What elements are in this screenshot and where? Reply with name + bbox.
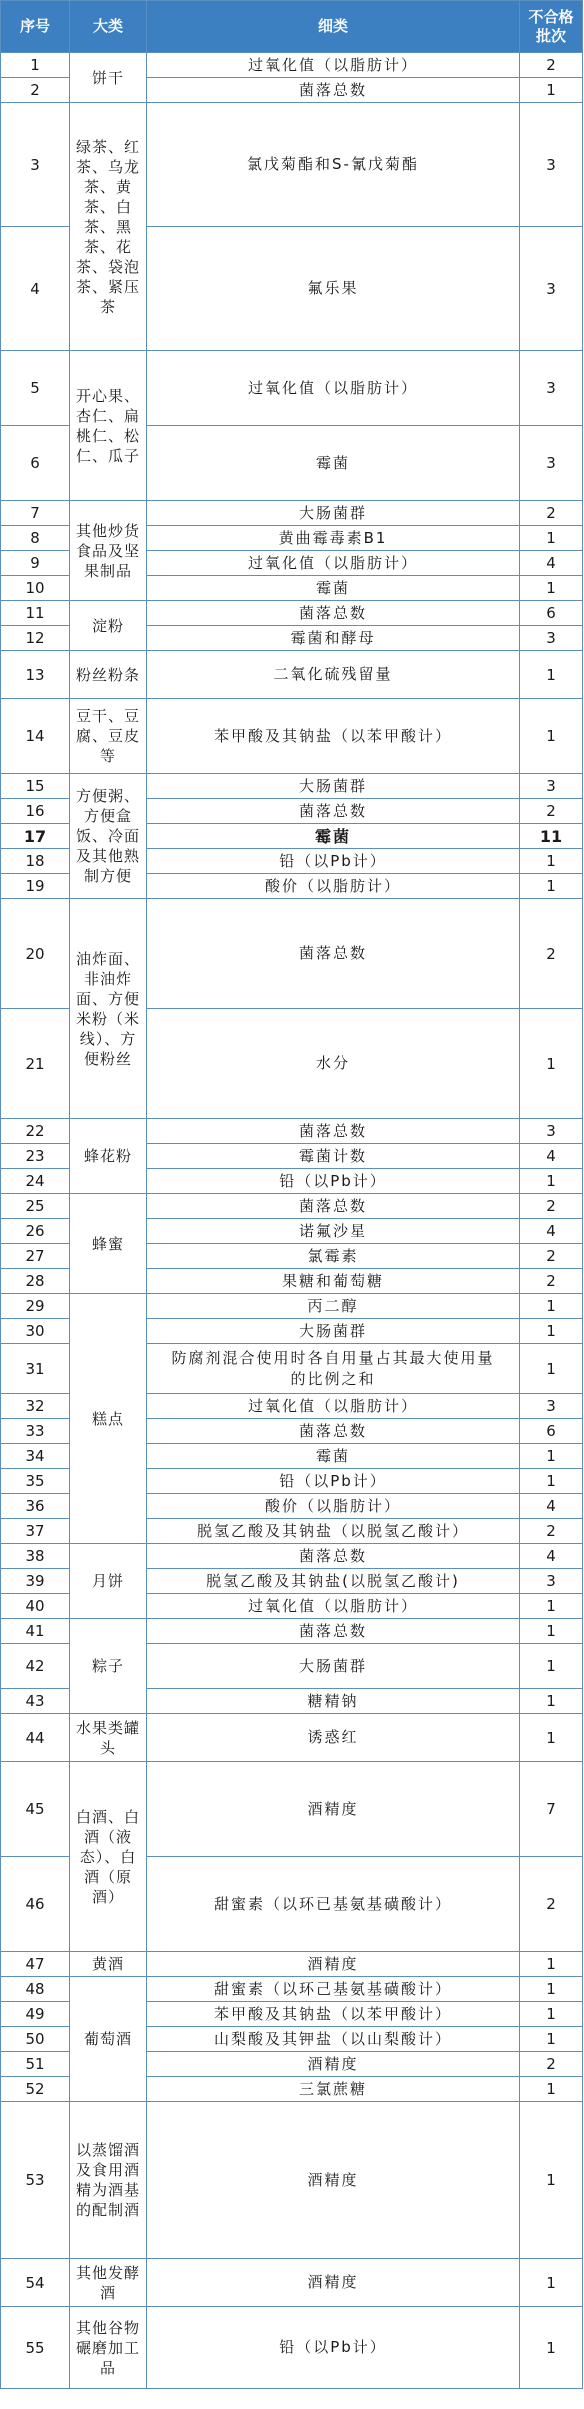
cell-category: 白酒、白酒（液态）、白酒（原酒） — [70, 1762, 147, 1952]
table-row — [1, 2259, 583, 2307]
cell-subcategory: 水分 — [147, 1009, 520, 1119]
cell-failed: 1 — [520, 699, 583, 774]
cell-subcategory: 防腐剂混合使用时各自用量占其最大使用量的比例之和 — [147, 1344, 520, 1394]
cell-subcategory: 三氯蔗糖 — [147, 2077, 520, 2102]
cell-failed: 4 — [520, 1494, 583, 1519]
cell-failed: 2 — [520, 1269, 583, 1294]
cell-seq: 26 — [1, 1219, 70, 1244]
cell-failed: 1 — [520, 1344, 583, 1394]
cell-seq: 31 — [1, 1344, 70, 1394]
cell-failed: 3 — [520, 227, 583, 351]
cell-subcategory: 酒精度 — [147, 1762, 520, 1857]
cell-subcategory: 菌落总数 — [147, 899, 520, 1009]
cell-seq: 32 — [1, 1394, 70, 1419]
cell-failed: 2 — [520, 1857, 583, 1952]
cell-subcategory: 菌落总数 — [147, 78, 520, 103]
cell-seq: 21 — [1, 1009, 70, 1119]
cell-seq: 22 — [1, 1119, 70, 1144]
cell-seq: 15 — [1, 774, 70, 799]
header-failed-batches: 不合格批次 — [520, 1, 583, 53]
cell-failed: 1 — [520, 1444, 583, 1469]
header-seq: 序号 — [1, 1, 70, 53]
cell-failed: 2 — [520, 1244, 583, 1269]
cell-failed: 2 — [520, 53, 583, 78]
cell-subcategory: 过氧化值（以脂肪计） — [147, 551, 520, 576]
cell-subcategory: 酒精度 — [147, 2102, 520, 2259]
cell-failed: 6 — [520, 1419, 583, 1444]
cell-failed: 1 — [520, 1169, 583, 1194]
cell-subcategory: 霉菌计数 — [147, 1144, 520, 1169]
cell-subcategory: 过氧化值（以脂肪计） — [147, 1394, 520, 1419]
cell-failed: 1 — [520, 2259, 583, 2307]
cell-category: 粉丝粉条 — [70, 651, 147, 699]
cell-failed: 1 — [520, 1689, 583, 1714]
cell-subcategory: 诺氟沙星 — [147, 1219, 520, 1244]
cell-category: 蜂蜜 — [70, 1194, 147, 1294]
cell-category: 黄酒 — [70, 1952, 147, 1977]
cell-failed: 4 — [520, 1544, 583, 1569]
table-row — [1, 2307, 583, 2389]
cell-seq: 12 — [1, 626, 70, 651]
cell-subcategory: 脱氢乙酸及其钠盐（以脱氢乙酸计） — [147, 1519, 520, 1544]
cell-failed: 1 — [520, 1009, 583, 1119]
cell-failed: 1 — [520, 651, 583, 699]
cell-seq: 27 — [1, 1244, 70, 1269]
cell-seq: 54 — [1, 2259, 70, 2307]
cell-subcategory: 菌落总数 — [147, 1419, 520, 1444]
cell-failed: 1 — [520, 1952, 583, 1977]
cell-failed: 1 — [520, 849, 583, 874]
table-row — [1, 1762, 583, 1857]
cell-failed: 2 — [520, 1194, 583, 1219]
cell-failed: 1 — [520, 1714, 583, 1762]
cell-category: 其他谷物碾磨加工品 — [70, 2307, 147, 2389]
table-row — [1, 1977, 583, 2002]
cell-subcategory: 铅（以Pb计） — [147, 849, 520, 874]
cell-seq: 28 — [1, 1269, 70, 1294]
cell-failed: 1 — [520, 2102, 583, 2259]
cell-failed: 11 — [520, 824, 583, 849]
table-row — [1, 53, 583, 78]
cell-failed: 1 — [520, 78, 583, 103]
cell-subcategory: 氯霉素 — [147, 1244, 520, 1269]
cell-subcategory: 氯戊菊酯和S-氰戊菊酯 — [147, 103, 520, 227]
cell-seq: 50 — [1, 2027, 70, 2052]
cell-subcategory: 过氧化值（以脂肪计） — [147, 53, 520, 78]
cell-seq: 39 — [1, 1569, 70, 1594]
cell-seq: 20 — [1, 899, 70, 1009]
header-category: 大类 — [70, 1, 147, 53]
cell-seq: 48 — [1, 1977, 70, 2002]
cell-seq: 6 — [1, 426, 70, 501]
cell-seq: 51 — [1, 2052, 70, 2077]
cell-seq: 9 — [1, 551, 70, 576]
cell-category: 淀粉 — [70, 601, 147, 651]
cell-subcategory: 糖精钠 — [147, 1689, 520, 1714]
cell-seq: 24 — [1, 1169, 70, 1194]
cell-failed: 2 — [520, 1519, 583, 1544]
cell-subcategory: 酒精度 — [147, 2052, 520, 2077]
cell-subcategory: 霉菌 — [147, 576, 520, 601]
cell-subcategory: 大肠菌群 — [147, 1644, 520, 1689]
cell-failed: 4 — [520, 1219, 583, 1244]
cell-subcategory: 过氧化值（以脂肪计） — [147, 351, 520, 426]
cell-seq: 43 — [1, 1689, 70, 1714]
table-row — [1, 351, 583, 426]
cell-seq: 30 — [1, 1319, 70, 1344]
cell-seq: 4 — [1, 227, 70, 351]
table-row — [1, 2102, 583, 2259]
table-row — [1, 1714, 583, 1762]
cell-seq: 11 — [1, 601, 70, 626]
cell-failed: 1 — [520, 2002, 583, 2027]
cell-failed: 2 — [520, 799, 583, 824]
cell-category: 以蒸馏酒及食用酒精为酒基的配制酒 — [70, 2102, 147, 2259]
cell-failed: 1 — [520, 1619, 583, 1644]
cell-failed: 1 — [520, 1319, 583, 1344]
cell-failed: 1 — [520, 2307, 583, 2389]
cell-failed: 3 — [520, 1569, 583, 1594]
cell-category: 粽子 — [70, 1619, 147, 1714]
cell-subcategory: 菌落总数 — [147, 1619, 520, 1644]
cell-subcategory: 脱氢乙酸及其钠盐(以脱氢乙酸计) — [147, 1569, 520, 1594]
cell-seq: 55 — [1, 2307, 70, 2389]
cell-seq: 52 — [1, 2077, 70, 2102]
cell-subcategory: 黄曲霉毒素B1 — [147, 526, 520, 551]
cell-seq: 13 — [1, 651, 70, 699]
cell-failed: 1 — [520, 874, 583, 899]
cell-subcategory: 酒精度 — [147, 2259, 520, 2307]
cell-category: 豆干、豆腐、豆皮等 — [70, 699, 147, 774]
cell-seq: 42 — [1, 1644, 70, 1689]
cell-failed: 1 — [520, 2077, 583, 2102]
cell-seq: 45 — [1, 1762, 70, 1857]
cell-failed: 3 — [520, 351, 583, 426]
cell-subcategory: 霉菌 — [147, 426, 520, 501]
cell-failed: 4 — [520, 551, 583, 576]
cell-seq: 17 — [1, 824, 70, 849]
cell-seq: 37 — [1, 1519, 70, 1544]
cell-seq: 34 — [1, 1444, 70, 1469]
cell-subcategory: 苯甲酸及其钠盐（以苯甲酸计） — [147, 2002, 520, 2027]
table-row — [1, 699, 583, 774]
cell-subcategory: 二氧化硫残留量 — [147, 651, 520, 699]
cell-subcategory: 大肠菌群 — [147, 1319, 520, 1344]
cell-subcategory: 过氧化值（以脂肪计） — [147, 1594, 520, 1619]
cell-category: 糕点 — [70, 1294, 147, 1544]
cell-subcategory: 山梨酸及其钾盐（以山梨酸计） — [147, 2027, 520, 2052]
cell-seq: 44 — [1, 1714, 70, 1762]
table-row — [1, 501, 583, 526]
cell-category: 绿茶、红茶、乌龙茶、黄茶、白茶、黑茶、花茶、袋泡茶、紧压茶 — [70, 103, 147, 351]
cell-failed: 6 — [520, 601, 583, 626]
table-row — [1, 774, 583, 799]
cell-seq: 53 — [1, 2102, 70, 2259]
cell-subcategory: 菌落总数 — [147, 1194, 520, 1219]
cell-failed: 1 — [520, 1469, 583, 1494]
table-row — [1, 651, 583, 699]
cell-subcategory: 酒精度 — [147, 1952, 520, 1977]
cell-seq: 40 — [1, 1594, 70, 1619]
cell-subcategory: 果糖和葡萄糖 — [147, 1269, 520, 1294]
cell-seq: 46 — [1, 1857, 70, 1952]
cell-subcategory: 诱惑红 — [147, 1714, 520, 1762]
cell-failed: 2 — [520, 899, 583, 1009]
cell-failed: 2 — [520, 501, 583, 526]
header-subcategory: 细类 — [147, 1, 520, 53]
cell-seq: 23 — [1, 1144, 70, 1169]
cell-seq: 5 — [1, 351, 70, 426]
cell-seq: 19 — [1, 874, 70, 899]
cell-seq: 1 — [1, 53, 70, 78]
header-row — [1, 1, 583, 53]
cell-seq: 49 — [1, 2002, 70, 2027]
cell-failed: 1 — [520, 576, 583, 601]
cell-failed: 1 — [520, 2027, 583, 2052]
table-row — [1, 1544, 583, 1569]
cell-seq: 29 — [1, 1294, 70, 1319]
cell-seq: 14 — [1, 699, 70, 774]
cell-subcategory: 大肠菌群 — [147, 774, 520, 799]
cell-subcategory: 氟乐果 — [147, 227, 520, 351]
cell-seq: 8 — [1, 526, 70, 551]
cell-seq: 7 — [1, 501, 70, 526]
cell-subcategory: 苯甲酸及其钠盐（以苯甲酸计） — [147, 699, 520, 774]
cell-subcategory: 菌落总数 — [147, 1544, 520, 1569]
table-row — [1, 1294, 583, 1319]
table-row — [1, 103, 583, 227]
cell-failed: 1 — [520, 1594, 583, 1619]
cell-category: 葡萄酒 — [70, 1977, 147, 2102]
cell-category: 其他发酵酒 — [70, 2259, 147, 2307]
cell-subcategory: 酸价（以脂肪计） — [147, 874, 520, 899]
table-row — [1, 601, 583, 626]
cell-seq: 33 — [1, 1419, 70, 1444]
cell-failed: 7 — [520, 1762, 583, 1857]
cell-seq: 41 — [1, 1619, 70, 1644]
cell-failed: 1 — [520, 1294, 583, 1319]
cell-subcategory: 酸价（以脂肪计） — [147, 1494, 520, 1519]
cell-subcategory: 铅（以Pb计） — [147, 2307, 520, 2389]
cell-subcategory: 铅（以Pb计） — [147, 1469, 520, 1494]
cell-category: 开心果、杏仁、扁桃仁、松仁、瓜子 — [70, 351, 147, 501]
cell-subcategory: 菌落总数 — [147, 799, 520, 824]
cell-failed: 3 — [520, 626, 583, 651]
cell-subcategory: 铅（以Pb计） — [147, 1169, 520, 1194]
cell-seq: 47 — [1, 1952, 70, 1977]
cell-subcategory: 丙二醇 — [147, 1294, 520, 1319]
table-row — [1, 1119, 583, 1144]
cell-category: 饼干 — [70, 53, 147, 103]
cell-category: 月饼 — [70, 1544, 147, 1619]
cell-failed: 1 — [520, 526, 583, 551]
cell-failed: 3 — [520, 103, 583, 227]
cell-subcategory: 霉菌 — [147, 824, 520, 849]
cell-subcategory: 甜蜜素（以环已基氨基磺酸计） — [147, 1857, 520, 1952]
cell-seq: 38 — [1, 1544, 70, 1569]
cell-failed: 1 — [520, 1644, 583, 1689]
table-row — [1, 1194, 583, 1219]
cell-seq: 25 — [1, 1194, 70, 1219]
cell-failed: 3 — [520, 774, 583, 799]
cell-failed: 3 — [520, 1119, 583, 1144]
cell-failed: 3 — [520, 426, 583, 501]
cell-subcategory: 霉菌 — [147, 1444, 520, 1469]
cell-category: 油炸面、非油炸面、方便米粉（米线）、方便粉丝 — [70, 899, 147, 1119]
cell-seq: 18 — [1, 849, 70, 874]
table-row — [1, 1619, 583, 1644]
cell-seq: 2 — [1, 78, 70, 103]
cell-seq: 10 — [1, 576, 70, 601]
cell-subcategory: 甜蜜素（以环己基氨基磺酸计） — [147, 1977, 520, 2002]
cell-seq: 35 — [1, 1469, 70, 1494]
cell-category: 其他炒货食品及坚果制品 — [70, 501, 147, 601]
cell-failed: 4 — [520, 1144, 583, 1169]
cell-failed: 1 — [520, 1977, 583, 2002]
cell-category: 方便粥、方便盒饭、冷面及其他熟制方便 — [70, 774, 147, 899]
cell-subcategory: 霉菌和酵母 — [147, 626, 520, 651]
cell-failed: 2 — [520, 2052, 583, 2077]
cell-seq: 3 — [1, 103, 70, 227]
cell-seq: 16 — [1, 799, 70, 824]
cell-seq: 36 — [1, 1494, 70, 1519]
cell-subcategory: 大肠菌群 — [147, 501, 520, 526]
cell-subcategory: 菌落总数 — [147, 1119, 520, 1144]
cell-category: 蜂花粉 — [70, 1119, 147, 1194]
table-row — [1, 1952, 583, 1977]
cell-failed: 3 — [520, 1394, 583, 1419]
cell-category: 水果类罐头 — [70, 1714, 147, 1762]
table-row — [1, 899, 583, 1009]
cell-subcategory: 菌落总数 — [147, 601, 520, 626]
